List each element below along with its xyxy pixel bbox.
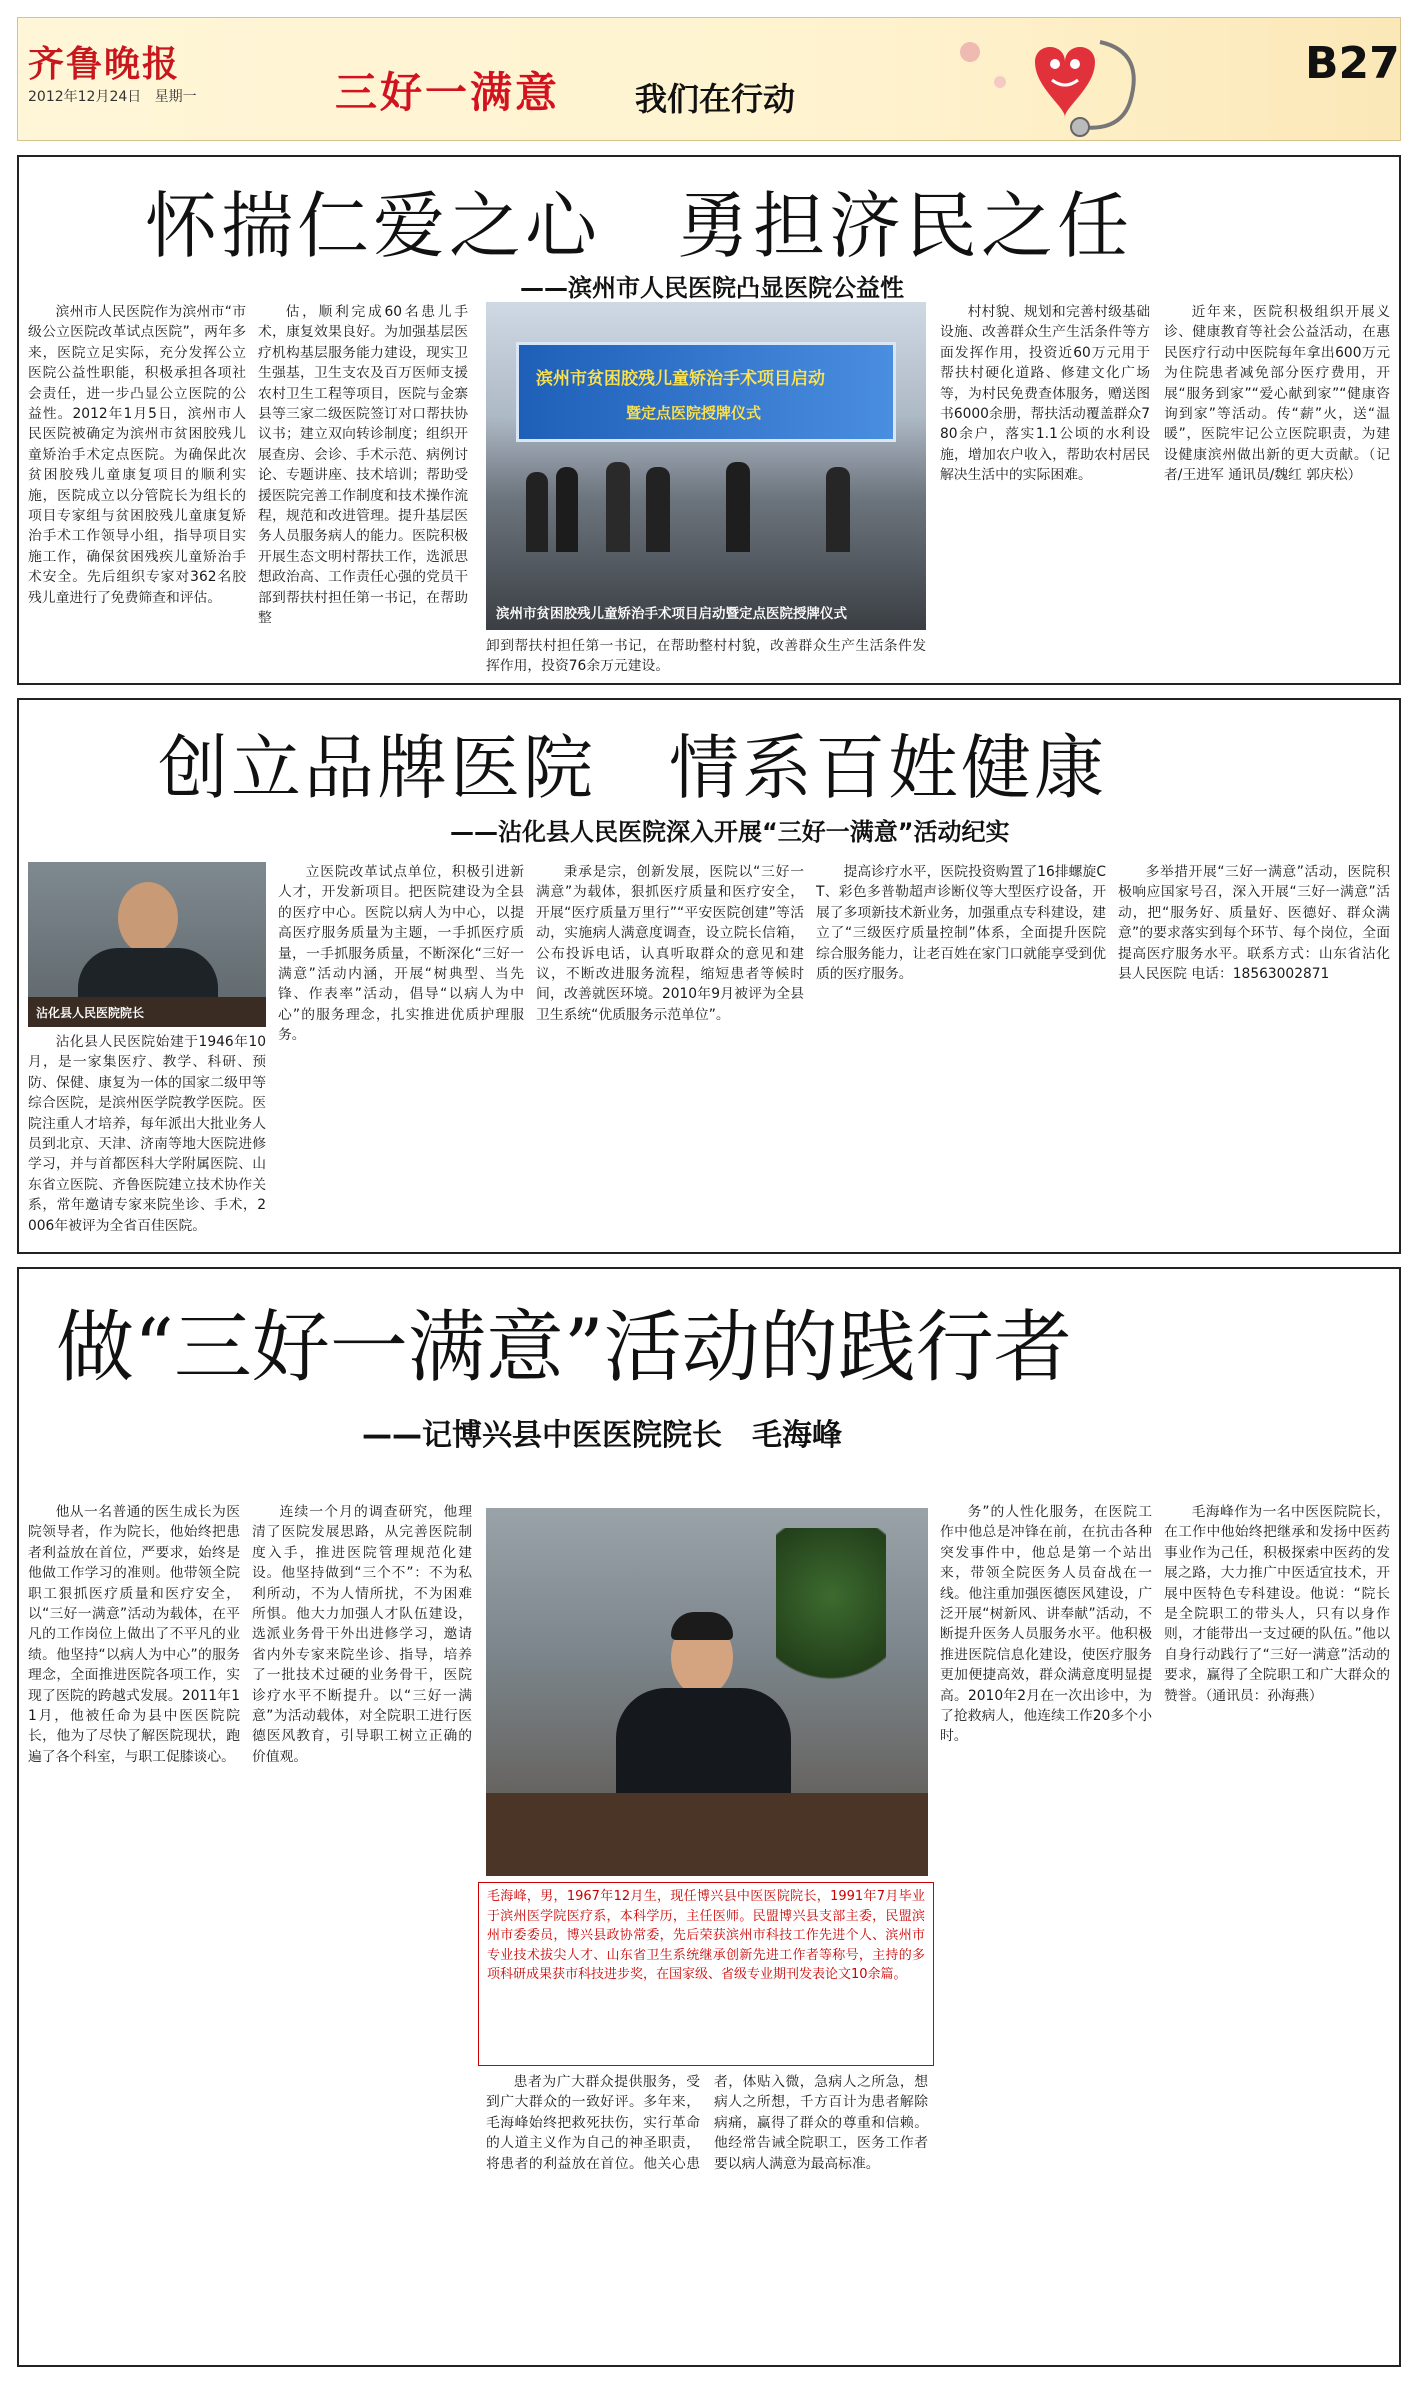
article-3-text-1: 他从一名普通的医生成长为医院领导者，作为院长，他始终把患者利益放在首位，严要求，始终是他做工作学习的准则。他带领全院职工狠抓医疗质量和医疗安全，以“三好一满意”活动为载体，在平凡的工作岗位上做出了不平凡的业绩。他坚持“以病人为中心”的服务理念，全面推进医院各项工作，实现了医院的跨越式发展。2011年11月，他被任命为县中医医院院长，他为了尽快了解医院现状，跑遍了各个科室，与职工促膝谈心。	[28, 1504, 240, 1765]
issue-weekday: 星期一	[154, 89, 197, 105]
article-3-column-3	[486, 2072, 928, 2357]
article-1-column-1	[28, 302, 246, 674]
article-3-text-3: 患者为广大群众提供服务，受到广大群众的一致好评。多年来，毛海峰始终把救死扶伤，实行革命的人道主义作为自己的神圣职责，将患者的利益放在首位。他关心患者，体贴入微，急病人之所急，想病人之所想，千方百计为患者解除病痛，赢得了群众的尊重和信赖。他经常告诫全院职工，医务工作者要以病人满意为最高标准。	[486, 2074, 928, 2172]
article-3-column-2	[252, 1502, 472, 2357]
portrait-plant	[776, 1528, 886, 1698]
photo-person	[606, 462, 630, 552]
article-1-text-3: 村村貌、规划和完善村级基础设施、改善群众生产生活条件等方面发挥作用，投资近60万元用于帮扶村硬化道路、修建文化广场等，为村民免费查体服务，赠送图书6000余册，帮扶活动覆盖群众780余户，落实1.1公顷的水利设施，增加农户收入，帮助农村居民解决生活中的实际困难。	[940, 304, 1150, 484]
article-3-bio: 毛海峰，男，1967年12月生，现任博兴县中医医院院长，1991年7月毕业于滨州医学院医疗系，本科学历，主任医师。民盟博兴县支部主委，民盟滨州市委委员，博兴县政协常委，先后荣获滨州市科技工作先进个人、滨州市专业技术拔尖人才、山东省卫生系统继承创新先进工作者等称号，主持的多项科研成果获市科技进步奖，在国家级、省级专业期刊发表论文10余篇。	[478, 1882, 934, 2066]
article-3-title: 做“三好一满意”活动的践行者	[56, 1303, 1072, 1393]
article-1-text-1: 滨州市人民医院作为滨州市“市级公立医院改革试点医院”，两年多来，医院立足实际，充分发挥公立医院公益性职能，积极承担各项社会责任，进一步凸显公立医院的公益性。2012年1月5日，滨州市人民医院被确定为滨州市贫困胶残儿童矫治手术定点医院。为确保此次贫困胶残儿童康复项目的顺利实施，医院成立以分管院长为组长的项目专家组与贫困胶残儿童康复矫治手术工作领导小组，指导项目实施工作，确保贫困残疾儿童矫治手术安全。先后组织专家对362名胶残儿童进行了免费筛查和评估。	[28, 304, 246, 606]
article-1-photo	[486, 302, 926, 630]
article-3-column-5	[1164, 1502, 1390, 2357]
article-2-text-1: 沾化县人民医院始建于1946年10月，是一家集医疗、教学、科研、预防、保健、康复为一体的国家二级甲等综合医院，是滨州医学院教学医院。医院注重人才培养，每年派出大批业务人员到北京、天津、济南等地大医院进修学习，并与首都医科大学附属医院、山东省立医院、齐鲁医院建立技术协作关系，常年邀请专家来院坐诊、手术，2006年被评为全省百佳医院。	[28, 1034, 266, 1234]
article-2-column-3	[536, 862, 804, 1244]
article-1-column-3	[940, 302, 1150, 674]
article-1-column-2b	[486, 636, 926, 676]
article-3-text-4: 务”的人性化服务，在医院工作中他总是冲锋在前，在抗击各种突发事件中，他总是第一个站出来，带领全院医务人员奋战在一线。他注重加强医德医风建设，广泛开展“树新风、讲奉献”活动，不断提升医务人员服务水平。他积极推进医院信息化建设，使医疗服务更加便捷高效，群众满意度明显提高。2010年2月在一次出诊中，为了抢救病人，他连续工作20多个小时。	[940, 1504, 1152, 1745]
article-2-text-2: 立医院改革试点单位，积极引进新人才，开发新项目。把医院建设为全县的医疗中心。医院以病人为中心，以提高医疗服务质量为主题，一手抓医疗质量，一手抓服务质量，不断深化“三好一满意”活动内涵，开展“树典型、当先锋、作表率”活动，倡导“以病人为中心”的服务理念，扎实推进优质护理服务。	[278, 864, 524, 1044]
portrait-caption: 沾化县人民医院院长	[36, 1006, 145, 1020]
article-2-portrait	[28, 862, 266, 1027]
photo-person	[826, 467, 850, 552]
article-2-title: 创立品牌医院 情系百姓健康	[158, 727, 1107, 809]
article-3-subtitle: ——记博兴县中医医院院长 毛海峰	[362, 1418, 842, 1453]
heart-stethoscope-icon	[930, 22, 1170, 140]
article-2-subtitle: ——沾化县人民医院深入开展“三好一满意”活动纪实	[450, 818, 1010, 846]
article-3-text-2: 连续一个月的调查研究，他理清了医院发展思路，从完善医院制度入手，推进医院管理规范化建设。他坚持做到“三个不”：不为私利所动，不为人情所扰，不为困难所惧。他大力加强人才队伍建设，选派业务骨干外出进修学习，邀请省内外专家来院坐诊、指导，培养了一批技术过硬的业务骨干，医院诊疗水平不断提升。以“三好一满意”为活动载体，对全院职工进行医德医风教育，引导职工树立正确的价值观。	[252, 1504, 472, 1765]
article-1-text-continued: 卸到帮扶村担任第一书记，在帮助整村村貌，改善群众生产生活条件发挥作用，投资76余万元建设。	[486, 638, 926, 675]
photo-banner-text-2: 暨定点医院授牌仪式	[626, 404, 762, 422]
article-2-column-4	[816, 862, 1106, 1244]
article-1-text-4: 近年来，医院积极组织开展义诊、健康教育等社会公益活动，在惠民医疗行动中医院每年拿出600万元为住院患者减免部分医疗费用，开展“服务到家”“爱心献到家”“健康咨询到家”等活动。传“薪”火，送“温暖”，医院牢记公立医院职责，为建设健康滨州做出新的更大贡献。（记者/王进军 通讯员/魏红 郭庆松）	[1164, 304, 1390, 484]
article-2-column-5	[1118, 862, 1390, 1244]
page-number: B27	[1305, 38, 1400, 89]
portrait-hair	[671, 1612, 733, 1640]
portrait-desk	[486, 1793, 928, 1876]
column-subtitle: 我们在行动	[635, 80, 796, 118]
photo-person	[646, 467, 670, 552]
article-2-text-5: 多举措开展“三好一满意”活动，医院积极响应国家号召，深入开展“三好一满意”活动，把“服务好、质量好、医德好、群众满意”的要求落实到每个环节、每个岗位，全面提高医疗服务水平。联系方式：山东省沾化县人民医院 电话：18563002871	[1118, 864, 1390, 983]
photo-caption: 滨州市贫困胶残儿童矫治手术项目启动暨定点医院授牌仪式	[496, 606, 847, 622]
article-1-title: 怀揣仁爱之心 勇担济民之任	[145, 184, 1134, 268]
photo-person	[526, 472, 548, 552]
photo-banner-text: 滨州市贫困胶残儿童矫治手术项目启动	[536, 369, 825, 389]
article-1-column-4	[1164, 302, 1390, 674]
article-2-column-1	[28, 1032, 266, 1244]
photo-person	[556, 467, 578, 552]
article-2-column-2	[278, 862, 524, 1244]
article-3-column-4	[940, 1502, 1152, 2357]
issue-date: 2012年12月24日	[28, 89, 142, 105]
article-2-text-4: 提高诊疗水平，医院投资购置了16排螺旋CT、彩色多普勒超声诊断仪等大型医疗设备，开展了多项新技术新业务，加强重点专科建设，建立了“三级医疗质量控制”体系，全面提升医院综合服务能力，让老百姓在家门口就能享受到优质的医疗服务。	[816, 864, 1106, 983]
header-date	[28, 86, 197, 106]
article-3-text-5: 毛海峰作为一名中医医院院长，在工作中他始终把继承和发扬中医药事业作为己任，积极探索中医药的发展之路，大力推广中医适宜技术，开展中医特色专科建设。他说：“院长是全院职工的带头人，只有以身作则，才能带出一支过硬的队伍。”他以自身行动践行了“三好一满意”活动的要求，赢得了全院职工和广大群众的赞誉。（通讯员：孙海燕）	[1164, 1504, 1390, 1704]
photo-person	[726, 462, 750, 552]
photo-backdrop-banner	[516, 342, 896, 442]
column-title: 三好一满意	[335, 68, 561, 117]
portrait-head	[118, 882, 178, 954]
article-2-text-3: 秉承是宗，创新发展，医院以“三好一满意”为载体，狠抓医疗质量和医疗安全，开展“医疗质量万里行”“平安医院创建”等活动，实施病人满意度调查，设立院长信箱，公布投诉电话，认真听取群众的意见和建议，不断改进服务流程，缩短患者等候时间，改善就医环境。2010年9月被评为全县卫生系统“优质服务示范单位”。	[536, 864, 804, 1023]
article-3-portrait	[486, 1508, 928, 1876]
article-3-column-1	[28, 1502, 240, 2357]
newspaper-masthead: 齐鲁晚报	[28, 43, 181, 85]
article-1-subtitle: ——滨州市人民医院凸显医院公益性	[520, 274, 904, 302]
article-1-text-2: 估，顺利完成60名患儿手术，康复效果良好。为加强基层医疗机构基层服务能力建设，现实卫生强基，卫生支农及百万医师支援农村卫生工程等项目，医院与金寨县等三家二级医院签订对口帮扶协议书；建立双向转诊制度；组织开展查房、会诊、手术示范、病例讨论、专题讲座、技术培训；帮助受援医院完善工作制度和技术操作流程，规范和改进管理。提升基层医务人员服务病人的能力。医院积极开展生态文明村帮扶工作，选派思想政治高、工作责任心强的党员干部到帮扶村担任第一书记，在帮助整	[258, 304, 468, 627]
article-1-column-2	[258, 302, 468, 674]
